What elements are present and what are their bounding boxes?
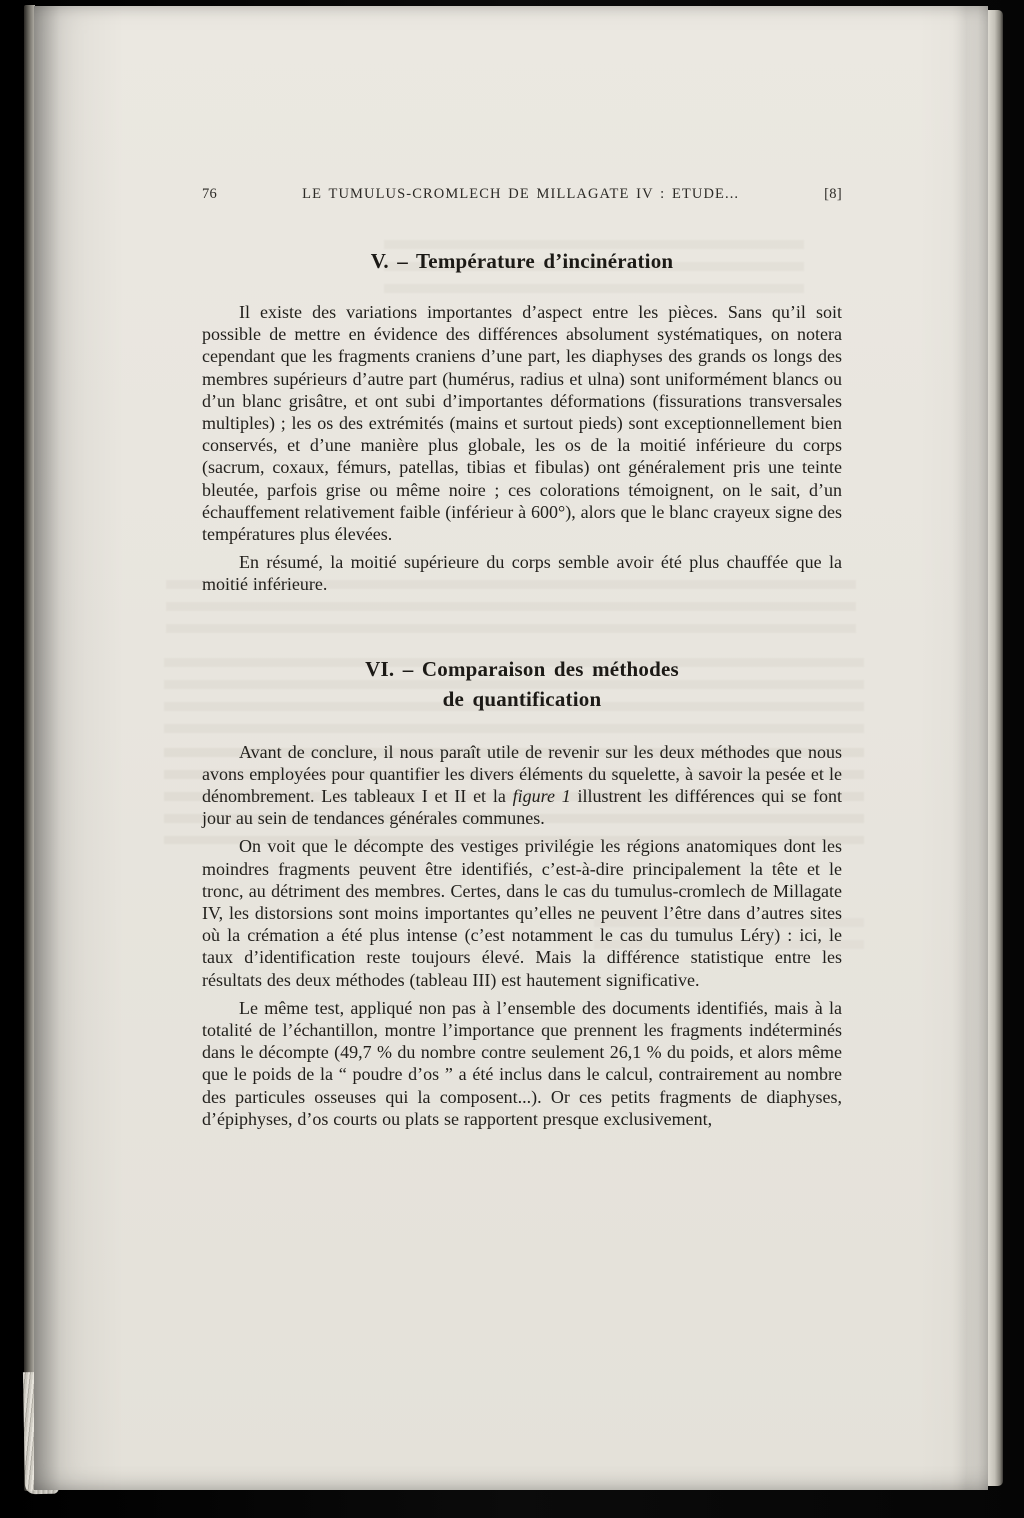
paragraph-quantification-3: Le même test, appliqué non pas à l’ensemble des documents identifiés, mais à la totalité de l’échantillon, montre l’importance que prennent les fragments indéterminés dans le décompte (49,7 % du nombre contre seulement 26,1 % du poids, et alors même que le poids de la “ poudre d’os ” a été inclus dans le calcul, contrairement au nombre des particules osseuses qui la composent...). Or ces petits fragments de diaphyses, d’épiphyses, d’os courts ou plats se rapportent presque exclusivement, <box>202 997 842 1129</box>
section-heading-vi-line1: VI. – Comparaison des méthodes <box>365 656 679 681</box>
page-number: 76 <box>202 186 218 202</box>
section-heading-vi-line2: de quantification <box>442 686 602 711</box>
running-header <box>202 186 842 203</box>
paragraph-incineration-1: Il existe des variations importantes d’aspect entre les pièces. Sans qu’il soit possible de mettre en évidence des différences absolument systématiques, on notera cependant que les fragments craniens d’une part, les diaphyses des grands os longs des membres supérieurs d’autre part (humérus, radius et ulna) sont uniformément blancs ou d’un blanc grisâtre, et ont subi d’importantes déformations (fissurations transversales multiples) ; les os des extrémités (mains et surtout pieds) sont exceptionnellement bien conservés, et d’une manière plus globale, les os de la moitié inférieure du corps (sacrum, coxaux, fémurs, patellas, tibias et fibulas) ont généralement pris une teinte bleutée, parfois grise ou même noire ; ces colorations témoignent, on le sait, d’un échauffement relativement faible (inférieur à 600°), alors que le blanc crayeux signe des températures plus élevées. <box>202 302 842 545</box>
section-heading-vi <box>202 654 842 714</box>
paragraph-text-after: illustrent les différences qui se font jour au sein de tendances générales communes. <box>202 786 843 829</box>
paragraph-quantification-2: On voit que le décompte des vestiges privilégie les régions anatomiques dont les moindres fragments peuvent être identifiés, c’est-à-dire principalement la tête et le tronc, au détriment des membres. Certes, dans le cas du tumulus-cromlech de Millagate IV, les distorsions sont moins importantes qu’elles ne peuvent l’être dans d’autres sites où la crémation a été plus intense (c’est notamment le cas du tumulus Léry) : ici, le taux d’identification reste toujours élevé. Mais la différence statistique entre les résultats des deux méthodes (tableau III) est hautement significative. <box>202 836 842 990</box>
paragraph-text-before: Avant de conclure, il nous paraît utile de revenir sur les deux méthodes que nous avons employées pour quantifier les divers éléments du squelette, à savoir la pesée et le dénombrement. Les tableaux I et II et la <box>202 741 842 807</box>
section-page-marker: [8] <box>824 186 842 202</box>
running-title: LE TUMULUS-CROMLECH DE MILLAGATE IV : ETUDE... <box>302 186 740 202</box>
italic-figure-reference: figure 1 <box>512 786 571 807</box>
page-content <box>34 6 988 1130</box>
paragraph-incineration-2: En résumé, la moitié supérieure du corps semble avoir été plus chauffée que la moitié inférieure. <box>202 552 842 595</box>
next-page-edge <box>988 10 1003 1486</box>
book-page <box>34 6 988 1490</box>
section-heading-v: V. – Température d’incinération <box>370 249 674 273</box>
paragraph-quantification-1 <box>202 741 842 830</box>
